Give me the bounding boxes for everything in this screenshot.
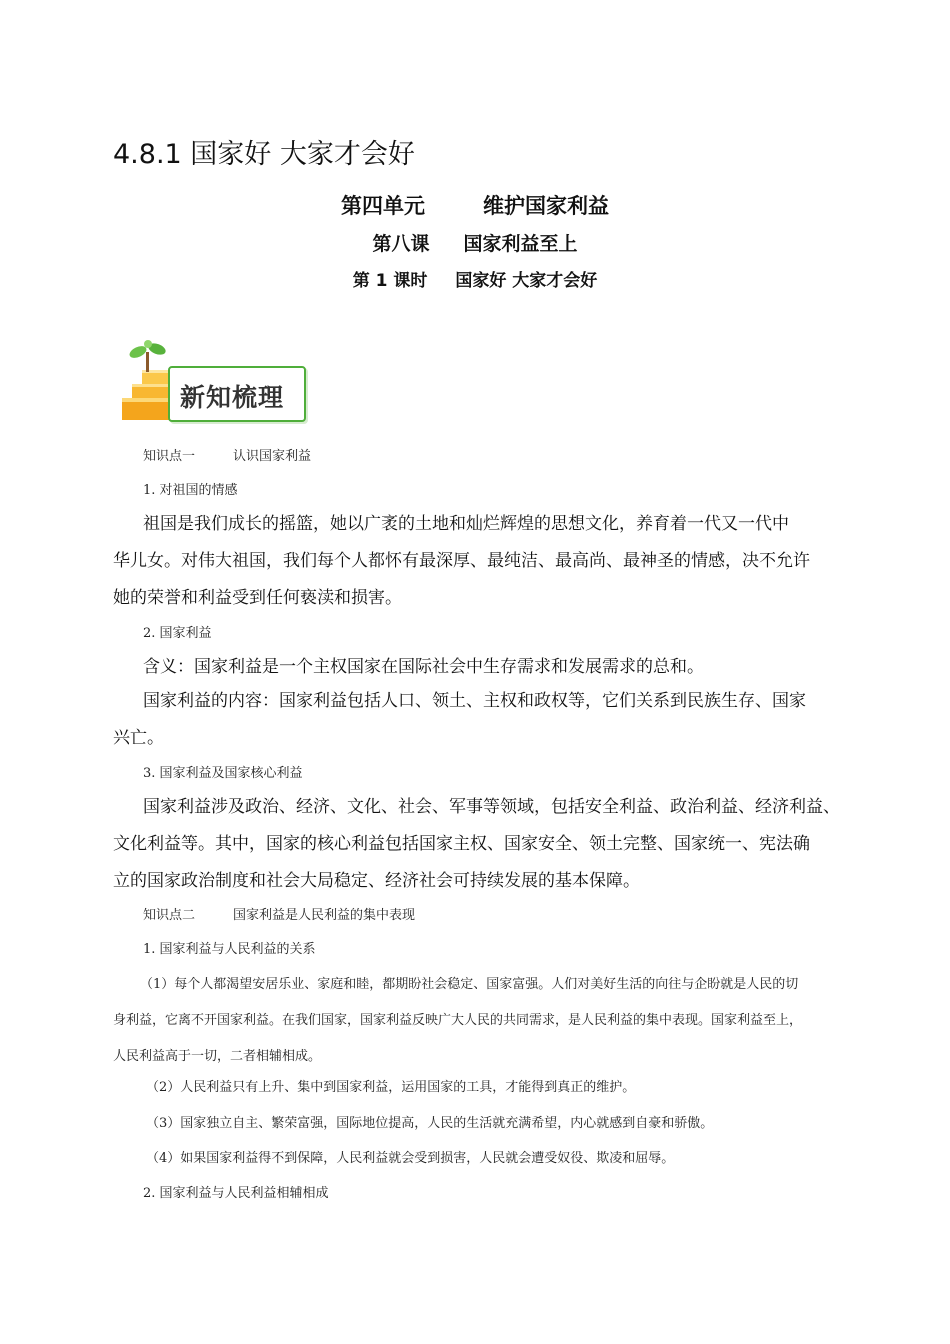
kp2-note-2: （2）人民利益只有上升、集中到国家利益，运用国家的工具，才能得到真正的维护。 <box>146 1080 636 1095</box>
kp2-note-1-line-3: 人民利益高于一切，二者相辅相成。 <box>113 1049 322 1064</box>
kp1-paragraph-1-line-2: 华儿女。对伟大祖国，我们每个人都怀有最深厚、最纯洁、最高尚、最神圣的情感，决不允许 <box>113 551 810 571</box>
kp1-definition: 含义：国家利益是一个主权国家在国际社会中生存需求和发展需求的总和。 <box>143 657 704 677</box>
kp2-note-4: （4）如果国家利益得不到保障，人民利益就会受到损害，人民就会遭受奴役、欺凌和屈辱。 <box>146 1151 675 1166</box>
kp1-paragraph-2-line-2: 兴亡。 <box>113 728 164 748</box>
kp1-name: 认识国家利益 <box>233 449 312 464</box>
knowledge-point-2-heading <box>143 904 415 923</box>
unit-label: 第四单元 <box>341 194 425 218</box>
kp1-paragraph-1-line-3: 她的荣誉和利益受到任何亵渎和损害。 <box>113 588 402 608</box>
kp1-subheading-1: 1. 对祖国的情感 <box>143 483 238 498</box>
kp1-paragraph-2-line-1: 国家利益的内容：国家利益包括人口、领土、主权和政权等，它们关系到民族生存、国家 <box>143 691 806 711</box>
kp2-note-3: （3）国家独立自主、繁荣富强，国际地位提高，人民的生活就充满希望，内心就感到自豪和骄傲。 <box>146 1116 714 1131</box>
lesson-label: 第八课 <box>372 233 430 255</box>
kp2-note-1-line-2: 身利益，它离不开国家利益。在我们国家，国家利益反映广大人民的共同需求，是人民利益的集中表现。国家利益至上， <box>113 1013 803 1028</box>
kp1-label: 知识点一 <box>143 449 196 464</box>
kp1-paragraph-3-line-2: 文化利益等。其中，国家的核心利益包括国家主权、国家安全、领土完整、国家统一、宪法确 <box>113 834 810 854</box>
kp1-paragraph-1-line-1: 祖国是我们成长的摇篮，她以广袤的土地和灿烂辉煌的思想文化，养育着一代又一代中 <box>143 514 789 534</box>
kp1-paragraph-3-line-3: 立的国家政治制度和社会大局稳定、经济社会可持续发展的基本保障。 <box>113 871 640 891</box>
section-badge <box>118 340 308 424</box>
kp2-name: 国家利益是人民利益的集中表现 <box>233 908 416 923</box>
kp2-subheading-1: 1. 国家利益与人民利益的关系 <box>143 942 316 957</box>
lesson-name: 国家利益至上 <box>463 233 578 255</box>
knowledge-point-1-heading <box>143 445 311 464</box>
kp2-subheading-2: 2. 国家利益与人民利益相辅相成 <box>143 1186 329 1201</box>
unit-name: 维护国家利益 <box>483 194 609 218</box>
kp1-subheading-2: 2. 国家利益 <box>143 626 212 641</box>
lesson-heading <box>0 229 950 256</box>
section-badge-label: 新知梳理 <box>180 383 285 412</box>
kp1-paragraph-3-line-1: 国家利益涉及政治、经济、文化、社会、军事等领域，包括安全利益、政治利益、经济利益、 <box>143 797 840 817</box>
kp1-subheading-3: 3. 国家利益及国家核心利益 <box>143 766 303 781</box>
unit-heading <box>0 190 950 220</box>
document-title: 4.8.1 国家好 大家才会好 <box>113 139 415 170</box>
kp2-note-1-line-1: （1）每个人都渴望安居乐业、家庭和睦，都期盼社会稳定、国家富强。人们对美好生活的向往与企盼就是人民的切 <box>140 977 799 992</box>
period-name: 国家好 大家才会好 <box>455 271 598 291</box>
kp2-label: 知识点二 <box>143 908 196 923</box>
period-heading <box>0 266 950 291</box>
period-label: 第 1 课时 <box>352 271 428 291</box>
